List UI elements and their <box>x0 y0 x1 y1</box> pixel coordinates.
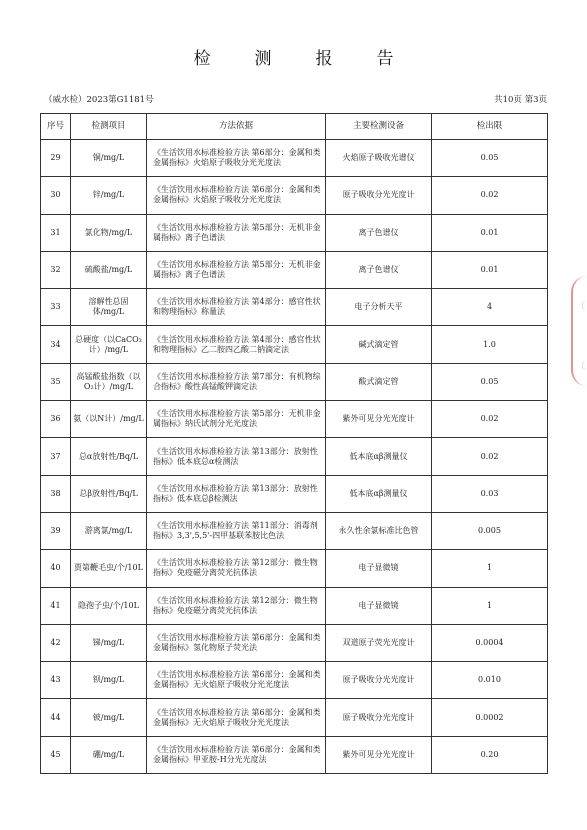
cell-method: 《生活饮用水标准检验方法 第6部分：金属和类金属指标》火焰原子吸收分光光度法 <box>147 177 326 214</box>
table-row <box>41 214 548 251</box>
cell-item: 氨（以N计）/mg/L <box>71 401 147 438</box>
cell-limit: 0.02 <box>432 177 548 214</box>
cell-no: 35 <box>41 363 71 400</box>
cell-no: 41 <box>41 587 71 624</box>
cell-limit: 0.05 <box>432 140 548 177</box>
cell-item: 硫酸盐/mg/L <box>71 251 147 288</box>
table-body <box>41 140 548 774</box>
cell-equipment: 紫外可见分光光度计 <box>326 401 432 438</box>
cell-limit: 0.20 <box>432 736 548 773</box>
page-info: 共10页 第3页 <box>494 95 547 105</box>
header-method: 方法依据 <box>147 114 326 140</box>
header-equipment: 主要检测设备 <box>326 114 432 140</box>
header-limit: 检出限 <box>432 114 548 140</box>
table-row <box>41 475 548 512</box>
cell-item: 锌/mg/L <box>71 177 147 214</box>
header-item: 检测项目 <box>71 114 147 140</box>
cell-item: 贾第鞭毛虫/个/10L <box>71 550 147 587</box>
table-row <box>41 326 548 363</box>
cell-item: 总α放射性/Bq/L <box>71 438 147 475</box>
cell-method: 《生活饮用水标准检验方法 第12部分：微生物指标》免疫磁分离荧光抗体法 <box>147 587 326 624</box>
table-row <box>41 624 548 661</box>
cell-equipment: 原子吸收分光光度计 <box>326 177 432 214</box>
cell-method: 《生活饮用水标准检验方法 第6部分：金属和类金属指标》无火焰原子吸收分光光度法 <box>147 662 326 699</box>
cell-equipment: 电子分析天平 <box>326 289 432 326</box>
table-row <box>41 736 548 773</box>
table-row <box>41 289 548 326</box>
cell-limit: 0.01 <box>432 251 548 288</box>
cell-item: 硼/mg/L <box>71 736 147 773</box>
cell-limit: 1 <box>432 587 548 624</box>
cell-equipment: 离子色谱仪 <box>326 214 432 251</box>
cell-method: 《生活饮用水标准检验方法 第5部分：无机非金属指标》离子色谱法 <box>147 251 326 288</box>
report-title <box>0 44 587 69</box>
cell-equipment: 离子色谱仪 <box>326 251 432 288</box>
cell-item: 总β放射性/Bq/L <box>71 475 147 512</box>
cell-equipment: 紫外可见分光光度计 <box>326 736 432 773</box>
table-header-row <box>41 114 548 140</box>
cell-equipment: 电子显微镜 <box>326 587 432 624</box>
cell-equipment: 电子显微镜 <box>326 550 432 587</box>
cell-no: 32 <box>41 251 71 288</box>
cell-item: 氯化物/mg/L <box>71 214 147 251</box>
cell-method: 《生活饮用水标准检验方法 第7部分：有机物综合指标》酸性高锰酸钾滴定法 <box>147 363 326 400</box>
title-char: 检 <box>193 49 211 69</box>
cell-no: 31 <box>41 214 71 251</box>
cell-limit: 0.02 <box>432 401 548 438</box>
cell-limit: 0.03 <box>432 475 548 512</box>
cell-limit: 0.0004 <box>432 624 548 661</box>
cell-item: 溶解性总固体/mg/L <box>71 289 147 326</box>
title-char: 告 <box>376 49 394 69</box>
cell-limit: 0.02 <box>432 438 548 475</box>
table-row <box>41 401 548 438</box>
table-row <box>41 550 548 587</box>
cell-item: 锑/mg/L <box>71 624 147 661</box>
table-row <box>41 251 548 288</box>
cell-equipment: 火焰原子吸收光谱仪 <box>326 140 432 177</box>
cell-item: 游离氯/mg/L <box>71 512 147 549</box>
cell-equipment: 原子吸收分光光度计 <box>326 699 432 736</box>
cell-method: 《生活饮用水标准检验方法 第12部分：微生物指标》免疫磁分离荧光抗体法 <box>147 550 326 587</box>
seal-mark: 〔 <box>577 361 585 370</box>
cell-equipment: 碱式滴定管 <box>326 326 432 363</box>
cell-method: 《生活饮用水标准检验方法 第13部分：放射性指标》低本底总β检测法 <box>147 475 326 512</box>
cell-item: 钡/mg/L <box>71 662 147 699</box>
cell-no: 33 <box>41 289 71 326</box>
cell-limit: 1.0 <box>432 326 548 363</box>
cell-method: 《生活饮用水标准检验方法 第6部分：金属和类金属指标》甲亚胺-H分光光度法 <box>147 736 326 773</box>
table-row <box>41 699 548 736</box>
cell-limit: 0.0002 <box>432 699 548 736</box>
title-char: 测 <box>254 49 272 69</box>
cell-no: 44 <box>41 699 71 736</box>
cell-equipment: 酸式滴定管 <box>326 363 432 400</box>
cell-no: 40 <box>41 550 71 587</box>
cell-method: 《生活饮用水标准检验方法 第6部分：金属和类金属指标》氢化物原子荧光法 <box>147 624 326 661</box>
cell-equipment: 永久性余氯标准比色管 <box>326 512 432 549</box>
cell-limit: 0.05 <box>432 363 548 400</box>
cell-equipment: 原子吸收分光光度计 <box>326 662 432 699</box>
table-row <box>41 363 548 400</box>
cell-item: 高锰酸盐指数（以O₂计）/mg/L <box>71 363 147 400</box>
cell-no: 37 <box>41 438 71 475</box>
cell-item: 铜/mg/L <box>71 140 147 177</box>
cell-no: 38 <box>41 475 71 512</box>
table-row <box>41 438 548 475</box>
cell-item: 总硬度（以CaCO₃计）/mg/L <box>71 326 147 363</box>
cell-no: 29 <box>41 140 71 177</box>
cell-no: 43 <box>41 662 71 699</box>
table-row <box>41 140 548 177</box>
cell-method: 《生活饮用水标准检验方法 第4部分：感官性状和物理指标》称量法 <box>147 289 326 326</box>
cell-no: 34 <box>41 326 71 363</box>
cell-item: 隐孢子虫/个/10L <box>71 587 147 624</box>
cell-equipment: 低本底αβ测量仪 <box>326 438 432 475</box>
cell-limit: 0.01 <box>432 214 548 251</box>
cell-item: 铍/mg/L <box>71 699 147 736</box>
cell-limit: 1 <box>432 550 548 587</box>
table-row <box>41 662 548 699</box>
table-row <box>41 512 548 549</box>
cell-equipment: 低本底αβ测量仪 <box>326 475 432 512</box>
detection-table <box>40 113 548 774</box>
cell-no: 42 <box>41 624 71 661</box>
cell-method: 《生活饮用水标准检验方法 第13部分：放射性指标》低本底总α检测法 <box>147 438 326 475</box>
cell-method: 《生活饮用水标准检验方法 第6部分：金属和类金属指标》火焰原子吸收分光光度法 <box>147 140 326 177</box>
title-char: 报 <box>315 49 333 69</box>
table-row <box>41 587 548 624</box>
cell-no: 36 <box>41 401 71 438</box>
cell-no: 45 <box>41 736 71 773</box>
cell-limit: 0.010 <box>432 662 548 699</box>
seal-mark: 〔 <box>577 301 585 310</box>
cell-method: 《生活饮用水标准检验方法 第11部分：消毒剂指标》3,3',5,5'-四甲基联苯胺比色法 <box>147 512 326 549</box>
report-number: （威水检）2023第G1181号 <box>44 95 154 105</box>
cell-method: 《生活饮用水标准检验方法 第5部分：无机非金属指标》纳氏试剂分光光度法 <box>147 401 326 438</box>
cell-method: 《生活饮用水标准检验方法 第6部分：金属和类金属指标》无火焰原子吸收分光光度法 <box>147 699 326 736</box>
table-row <box>41 177 548 214</box>
header-no: 序号 <box>41 114 71 140</box>
cell-method: 《生活饮用水标准检验方法 第5部分：无机非金属指标》离子色谱法 <box>147 214 326 251</box>
cell-no: 39 <box>41 512 71 549</box>
cell-limit: 4 <box>432 289 548 326</box>
cell-limit: 0.005 <box>432 512 548 549</box>
cell-no: 30 <box>41 177 71 214</box>
cell-method: 《生活饮用水标准检验方法 第4部分：感官性状和物理指标》乙二胺四乙酸二钠滴定法 <box>147 326 326 363</box>
cell-equipment: 双道原子荧光光度计 <box>326 624 432 661</box>
